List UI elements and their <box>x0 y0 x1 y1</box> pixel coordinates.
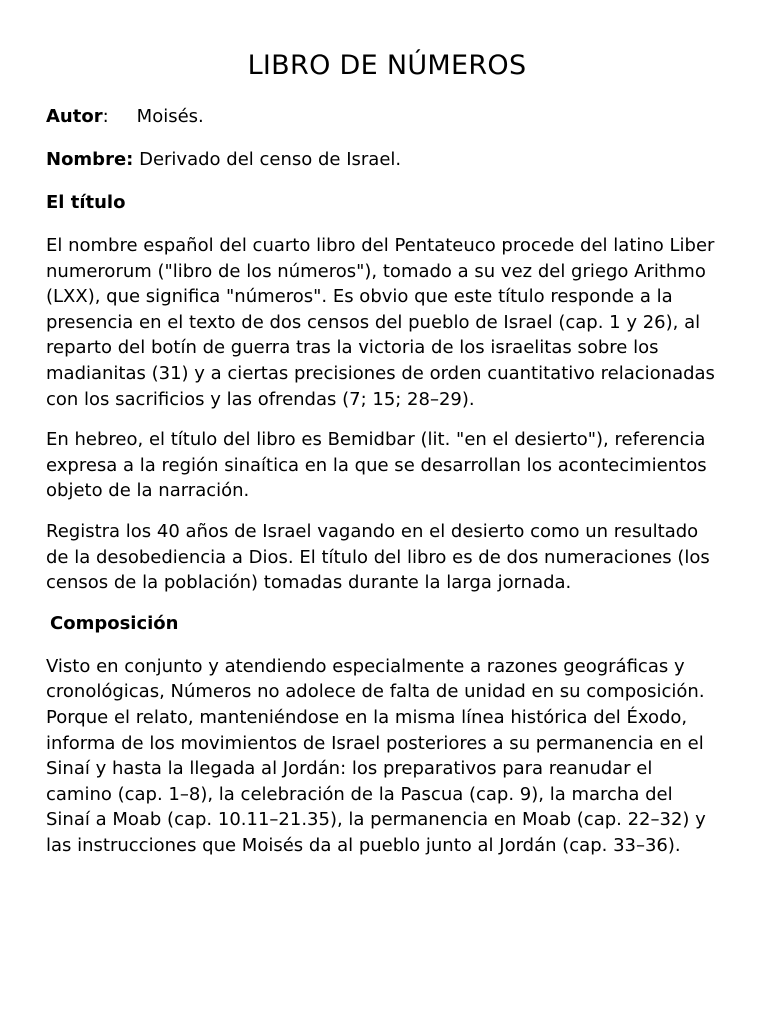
author-separator: : <box>102 106 109 127</box>
author-label: Autor <box>46 106 103 127</box>
section-heading-title: El título <box>46 192 126 213</box>
name-value: Derivado del censo de Israel. <box>139 149 402 170</box>
name-line <box>46 147 728 173</box>
paragraph: Visto en conjunto y atendiendo especialmente a razones geográficas y cronológicas, Números no adolece de falta de unidad en su composición. Porque el relato, manteniéndose en la misma línea histórica del Éxodo, informa de los movimientos de Israel posteriores a su permanencia en el Sinaí y hasta la llegada al Jordán: los preparativos para reanudar el camino (cap. 1–8), la celebración de la Pascua (cap. 9), la marcha del Sinaí a Moab (cap. 10.11–21.35), la permanencia en Moab (cap. 22–32) y las instrucciones que Moisés da al pueblo junto al Jordán (cap. 33–36). <box>46 655 706 856</box>
document-title: LIBRO DE NÚMEROS <box>247 50 527 81</box>
section-heading-composition: Composición <box>50 612 179 634</box>
author-line <box>46 104 728 130</box>
paragraph: El nombre español del cuarto libro del Pentateuco procede del latino Liber numerorum ("libro de los números"), tomado a su vez del griego Arithmo (LXX), que significa "números". Es obvio que este título responde a la presencia en el texto de dos censos del pueblo de Israel (cap. 1 y 26), al reparto del botín de guerra tras la victoria de los israelitas sobre los madianitas (31) y a ciertas precisiones de orden cuantitativo relacionadas con los sacrificios y las ofrendas (7; 15; 28–29). <box>46 235 715 410</box>
author-value: Moisés. <box>136 106 204 127</box>
paragraph: Registra los 40 años de Israel vagando en el desierto como un resultado de la desobediencia a Dios. El título del libro es de dos numeraciones (los censos de la población) tomadas durante la larga jornada. <box>46 520 710 594</box>
paragraph: En hebreo, el título del libro es Bemidbar (lit. "en el desierto"), referencia expresa a la región sinaítica en la que se desarrollan los acontecimientos objeto de la narración. <box>46 429 707 502</box>
name-label: Nombre: <box>46 149 134 170</box>
